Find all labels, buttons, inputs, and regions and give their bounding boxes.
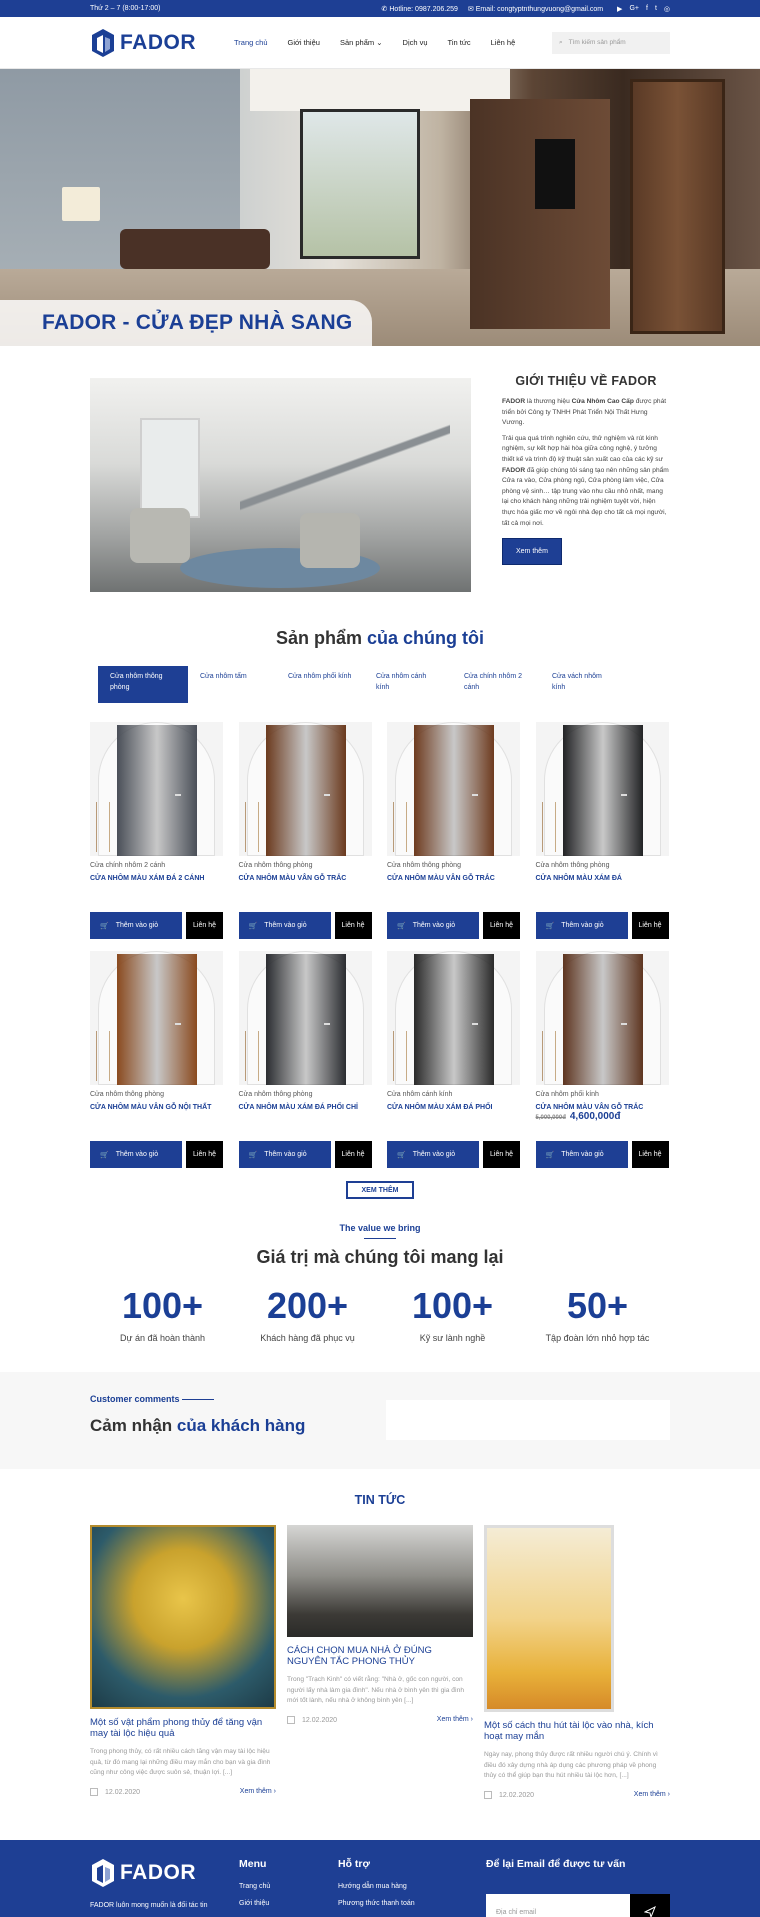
- calendar-icon: [287, 1716, 295, 1724]
- news-date: [484, 1791, 534, 1799]
- nav-products-label: Sản phẩm: [339, 38, 375, 47]
- hero-door: [630, 79, 725, 334]
- nav-contact[interactable]: Liên hệ: [490, 38, 516, 47]
- product-category[interactable]: Cửa nhôm thông phòng: [238, 1091, 313, 1098]
- stat-label: Dự án đã hoàn thành: [119, 1333, 206, 1343]
- stat-item: [380, 1286, 525, 1343]
- door-handle: [175, 1023, 181, 1025]
- product-image[interactable]: [536, 951, 669, 1085]
- top-bar: [0, 0, 760, 17]
- footer-logo[interactable]: [90, 1858, 196, 1888]
- news-read-more-label: Xem thêm: [239, 1788, 272, 1795]
- product-tabs: [98, 666, 628, 703]
- cart-icon: 🛒: [397, 1151, 406, 1159]
- cart-icon: 🛒: [248, 922, 258, 930]
- search-input[interactable]: [552, 32, 670, 54]
- product-door: [266, 725, 346, 856]
- intro-p2-b: đã giúp chúng tôi sáng tạo nên những sản phẩm Cửa ra vào, Cửa phòng ngủ, Cửa phòng làm việc, Cửa phòng vệ sinh… tập trung vào nhu cầu nhỏ nhất, mang lại cho khách hàng những trải nghiệm tuyệt vời, hiện thực hóa giấc mơ về ngôi nhà đẹp cho tất cả mọi người, tất cả mọi nơi.: [502, 466, 669, 527]
- products-more-button[interactable]: XEM THÊM: [346, 1181, 414, 1199]
- chevron-right-icon: ›: [470, 1716, 473, 1723]
- product-name[interactable]: CỬA NHÔM MÀU XÁM ĐÁ: [535, 875, 622, 882]
- footer-support-title: Hỗ trợ: [338, 1858, 370, 1870]
- comments-title: [90, 1416, 305, 1436]
- cart-icon: 🛒: [397, 922, 406, 930]
- news-image[interactable]: [484, 1525, 614, 1712]
- news-read-more-label: Xem thêm: [436, 1716, 469, 1723]
- intro-title: GIỚI THIỆU VỀ FADOR: [515, 374, 657, 388]
- product-name-block: [90, 1104, 223, 1134]
- tab-phoi-kinh[interactable]: Cửa nhôm phối kính: [288, 673, 352, 680]
- hero-caption: [0, 300, 372, 346]
- product-plant: [245, 1031, 259, 1081]
- product-door: [117, 954, 197, 1085]
- news-item-title[interactable]: CÁCH CHỌN MUA NHÀ Ở ĐÚNG NGUYÊN TẮC PHONG THỦY: [287, 1645, 432, 1667]
- door-handle: [324, 794, 330, 796]
- intro-text: [502, 374, 670, 565]
- mail-icon: ✉: [467, 5, 474, 13]
- product-category[interactable]: Cửa nhôm thông phòng: [90, 1091, 164, 1098]
- news-meta: [90, 1788, 276, 1796]
- intro-p1-b: được phát triển bởi Công ty TNHH Phát Triển Nội Thất Hưng Vương.: [502, 398, 667, 427]
- product-category[interactable]: Cửa nhôm thông phòng: [535, 862, 610, 869]
- product-door: [563, 725, 643, 856]
- intro-more-button[interactable]: Xem thêm: [502, 538, 562, 565]
- hero-lamp: [62, 187, 100, 221]
- news-meta: [287, 1716, 473, 1724]
- product-plant: [542, 802, 556, 852]
- stat-item: [235, 1286, 380, 1343]
- footer-newsletter-title: Để lại Email để được tư vấn: [486, 1858, 626, 1870]
- product-name-block: [239, 875, 372, 905]
- product-name[interactable]: CỬA NHÔM MÀU VÂN GỖ TRẮC: [238, 875, 347, 882]
- news-date: [90, 1788, 140, 1796]
- product-image[interactable]: [90, 722, 223, 856]
- product-name[interactable]: CỬA NHÔM MÀU XÁM ĐÁ PHỐI: [387, 1104, 493, 1111]
- add-to-cart-label: Thêm vào giỏ: [115, 1151, 159, 1158]
- chevron-right-icon: ›: [667, 1791, 670, 1798]
- product-image[interactable]: [387, 722, 520, 856]
- search-icon: ⌕: [559, 38, 563, 46]
- email-text: Email: congtyptnthungvuong@gmail.com: [475, 5, 604, 13]
- site-header: [0, 17, 760, 69]
- product-category[interactable]: Cửa chính nhôm 2 cánh: [90, 862, 166, 869]
- news-read-more-label: Xem thêm: [633, 1791, 666, 1798]
- news-read-more[interactable]: [240, 1788, 276, 1795]
- add-to-cart-button[interactable]: [90, 912, 182, 939]
- news-item-excerpt: Trong "Trạch Kinh" có viết rằng: "Nhà ở, gốc con người, con người lấy nhà làm gia đình". Nếu nhà ở bình yên thì gia đình mới tốt lành, nếu nhà ở không bình yên [...]: [287, 1676, 465, 1704]
- product-card[interactable]: [536, 722, 669, 951]
- news-image[interactable]: [287, 1525, 473, 1637]
- product-card[interactable]: [90, 951, 223, 1180]
- chevron-down-icon: ⌄: [376, 38, 383, 47]
- stat-number: 200+: [266, 1285, 349, 1326]
- add-to-cart-label: Thêm vào giỏ: [115, 922, 159, 929]
- news-item-title[interactable]: Một số cách thu hút tài lộc vào nhà, kích hoạt may mắn: [484, 1720, 654, 1742]
- nav-news[interactable]: Tin tức: [447, 38, 471, 47]
- contact-button[interactable]: Liên hệ: [632, 1141, 669, 1168]
- intro-paragraph: [502, 397, 670, 429]
- add-to-cart-label: Thêm vào giỏ: [561, 922, 604, 929]
- intro-armchair: [130, 508, 190, 563]
- footer-support: [338, 1858, 415, 1917]
- working-hours: Thứ 2 – 7 (8:00-17:00): [90, 5, 161, 12]
- intro-window: [140, 418, 200, 518]
- stat-label: Khách hàng đã phục vụ: [260, 1333, 355, 1343]
- product-price: [536, 1111, 669, 1122]
- youtube-icon[interactable]: ▶: [617, 5, 623, 13]
- contact-button[interactable]: Liên hệ: [186, 912, 223, 939]
- product-name[interactable]: CỬA NHÔM MÀU XÁM ĐÁ 2 CÁNH: [90, 875, 205, 882]
- email-placeholder: Địa chỉ email: [496, 1908, 537, 1916]
- news-date-text: 12.02.2020: [302, 1716, 338, 1724]
- search-placeholder: Tìm kiếm sản phẩm: [568, 39, 626, 46]
- google-plus-icon[interactable]: G+: [629, 5, 639, 12]
- tab-canh-kinh[interactable]: Cửa nhôm cánh kính: [376, 673, 427, 691]
- product-image[interactable]: [90, 951, 223, 1085]
- footer-description: FADOR luôn mong muốn là đối tác tin: [90, 1902, 208, 1909]
- logo[interactable]: [90, 28, 196, 58]
- product-plant: [245, 802, 259, 852]
- footer-logo-text: FADOR: [120, 1861, 196, 1884]
- facebook-icon[interactable]: f: [645, 5, 648, 12]
- product-door: [414, 725, 494, 856]
- product-plant: [393, 1031, 407, 1081]
- add-to-cart-label: Thêm vào giỏ: [412, 1151, 456, 1158]
- hero-window: [300, 109, 420, 259]
- news-date-text: 12.02.2020: [499, 1791, 535, 1799]
- door-handle: [175, 794, 181, 796]
- product-image[interactable]: [239, 951, 372, 1085]
- footer-menu-title: Menu: [239, 1858, 267, 1870]
- stat-label: Kỹ sư lành nghề: [419, 1333, 486, 1343]
- comments-section: [0, 1372, 760, 1469]
- products-title: [0, 628, 760, 649]
- product-category[interactable]: Cửa nhôm thông phòng: [238, 862, 313, 869]
- contact-button[interactable]: Liên hệ: [186, 1141, 223, 1168]
- stats-row: [90, 1286, 670, 1343]
- products-title-a: Sản phẩm: [275, 628, 368, 648]
- product-name-block: [387, 875, 520, 905]
- cart-icon: 🛒: [545, 1151, 555, 1159]
- footer-link-home[interactable]: Trang chủ: [239, 1883, 271, 1890]
- calendar-icon: [90, 1788, 98, 1796]
- product-plant: [542, 1031, 556, 1081]
- intro-image: [90, 378, 471, 592]
- product-plant: [393, 802, 407, 852]
- product-actions: [387, 1141, 520, 1168]
- product-actions: [536, 1141, 669, 1168]
- product-card[interactable]: [239, 951, 372, 1180]
- door-handle: [472, 794, 478, 796]
- product-name-block: [387, 1104, 520, 1134]
- values-title: Giá trị mà chúng tôi mang lại: [256, 1247, 504, 1267]
- stat-number: 100+: [121, 1285, 204, 1326]
- footer-link-payment[interactable]: Phương thức thanh toán: [338, 1900, 415, 1907]
- news-item-excerpt: Ngày nay, phong thủy được rất nhiều người chú ý. Chính vì điều đó xây dựng nhà áp dụng các phương pháp về phong thủy có thể giúp bạn thu hút nhiều tài lộc hơn, [...]: [484, 1751, 658, 1779]
- site-footer: [0, 1840, 760, 1917]
- add-to-cart-button[interactable]: [536, 1141, 628, 1168]
- brand-name: FADOR: [502, 398, 526, 405]
- product-actions: [239, 1141, 372, 1168]
- add-to-cart-button[interactable]: [387, 912, 479, 939]
- product-door: [266, 954, 346, 1085]
- tab-tam[interactable]: Cửa nhôm tấm: [200, 673, 247, 680]
- footer-menu: [239, 1858, 270, 1917]
- door-handle: [472, 1023, 478, 1025]
- product-name[interactable]: CỬA NHÔM MÀU VÂN GỖ NỘI THẤT: [90, 1104, 212, 1111]
- product-actions: [536, 912, 669, 939]
- footer-link-about[interactable]: Giới thiệu: [239, 1900, 270, 1907]
- news-item[interactable]: [90, 1525, 276, 1796]
- tab-vach-kinh[interactable]: Cửa vách nhôm kính: [552, 673, 602, 691]
- product-image[interactable]: [239, 722, 372, 856]
- hero-tv: [535, 139, 575, 209]
- product-actions: [387, 912, 520, 939]
- intro-p1-a: là thương hiệu: [525, 398, 572, 405]
- contact-button[interactable]: Liên hệ: [483, 1141, 520, 1168]
- news-read-more[interactable]: [437, 1716, 473, 1723]
- add-to-cart-button[interactable]: [239, 1141, 331, 1168]
- hotline-text: Hotline: 0987.206.259: [389, 5, 458, 13]
- product-actions: [90, 912, 223, 939]
- intro-armchair: [300, 513, 360, 568]
- footer-newsletter: [486, 1858, 625, 1883]
- footer-link-buying-guide[interactable]: Hướng dẫn mua hàng: [338, 1883, 407, 1890]
- product-image[interactable]: [536, 722, 669, 856]
- tab-thong-phong[interactable]: Cửa nhôm thông phòng: [98, 666, 188, 703]
- door-handle: [324, 1023, 330, 1025]
- news-image[interactable]: [90, 1525, 276, 1709]
- news-read-more[interactable]: [634, 1791, 670, 1798]
- product-card[interactable]: [239, 722, 372, 951]
- hero-caption-text: FADOR - CỬA ĐẸP NHÀ SANG: [42, 311, 353, 334]
- stat-number: 50+: [566, 1285, 629, 1326]
- testimonial-box: [386, 1400, 670, 1440]
- product-card[interactable]: [536, 951, 669, 1180]
- logo-text: FADOR: [120, 30, 196, 54]
- nav-services[interactable]: Dịch vụ: [402, 38, 428, 47]
- news-title: TIN TỨC: [354, 1493, 406, 1507]
- news-date-text: 12.02.2020: [105, 1788, 141, 1796]
- logo-mark-icon: [90, 28, 116, 58]
- intro-p2-strong: FADOR: [502, 466, 526, 474]
- product-name-block: [536, 1104, 669, 1134]
- cart-icon: 🛒: [100, 922, 109, 930]
- intro-p1-strong: Cửa Nhôm Cao Cấp: [571, 398, 634, 405]
- product-image[interactable]: [387, 951, 520, 1085]
- add-to-cart-label: Thêm vào giỏ: [264, 922, 307, 929]
- product-card[interactable]: [387, 722, 520, 951]
- nav-home[interactable]: Trang chủ: [234, 38, 268, 47]
- add-to-cart-button[interactable]: [90, 1141, 182, 1168]
- calendar-icon: [484, 1791, 492, 1799]
- product-old-price: 5,000,000đ: [535, 1115, 566, 1121]
- news-item-title[interactable]: Một số vật phẩm phong thủy để tăng vận may tài lộc hiệu quả: [90, 1717, 263, 1739]
- main-nav: [234, 38, 515, 47]
- hero-wood-panel: [470, 99, 610, 329]
- news-meta: [484, 1791, 670, 1799]
- hero-sofa: [120, 229, 270, 269]
- send-button[interactable]: [630, 1894, 670, 1917]
- add-to-cart-button[interactable]: [239, 912, 331, 939]
- add-to-cart-button[interactable]: [387, 1141, 479, 1168]
- contact-button[interactable]: Liên hệ: [632, 912, 669, 939]
- cart-icon: 🛒: [248, 1151, 258, 1159]
- add-to-cart-label: Thêm vào giỏ: [561, 1151, 604, 1158]
- nav-products[interactable]: [340, 38, 383, 47]
- news-item[interactable]: [287, 1525, 473, 1724]
- logo-mark-icon: [90, 1858, 116, 1888]
- products-title-b: của chúng tôi: [367, 628, 485, 648]
- news-date: [287, 1716, 337, 1724]
- product-name[interactable]: CỬA NHÔM MÀU VÂN GỖ TRẮC: [387, 875, 495, 882]
- product-name-block: [536, 875, 669, 905]
- product-actions: [90, 1141, 223, 1168]
- hotline[interactable]: [382, 5, 458, 13]
- product-door: [563, 954, 643, 1085]
- newsletter-email-input[interactable]: [486, 1894, 670, 1917]
- send-icon: [644, 1906, 656, 1917]
- news-item-excerpt: Trong phong thủy, có rất nhiều cách tăng vận may tài lộc hiệu quả, từ đó mang lại những điều may mắn cho bạn và gia đình cũng như công việc được suôn sẻ, thuận lợi. [...]: [90, 1748, 271, 1776]
- intro-paragraph: [502, 434, 670, 529]
- product-category[interactable]: Cửa nhôm phối kính: [535, 1091, 599, 1098]
- nav-about[interactable]: Giới thiệu: [287, 38, 320, 47]
- product-door: [414, 954, 494, 1085]
- stat-item: [90, 1286, 235, 1343]
- cart-icon: 🛒: [545, 922, 555, 930]
- product-name[interactable]: CỬA NHÔM MÀU VÂN GỖ TRẮC: [535, 1104, 644, 1111]
- comments-kicker-text: Customer comments: [90, 1394, 180, 1404]
- instagram-icon[interactable]: ◎: [663, 5, 670, 13]
- intro-p2-a: Trải qua quá trình nghiên cứu, thử nghiệm và rút kinh nghiệm, sự kết hợp hài hòa giữa công nghệ, ý tưởng thiết kế và trình độ kỹ thuật sản xuất cao của các kỹ sư: [502, 434, 663, 463]
- contact-button[interactable]: Liên hệ: [335, 912, 372, 939]
- product-door: [117, 725, 197, 856]
- hero-banner: [0, 69, 760, 346]
- stat-item: [525, 1286, 670, 1343]
- contact-button[interactable]: Liên hệ: [335, 1141, 372, 1168]
- product-card[interactable]: [90, 722, 223, 951]
- door-handle: [621, 794, 627, 796]
- add-to-cart-label: Thêm vào giỏ: [412, 922, 456, 929]
- comments-title-a: Cảm nhận: [90, 1416, 177, 1435]
- add-to-cart-label: Thêm vào giỏ: [264, 1151, 307, 1158]
- product-card[interactable]: [387, 951, 520, 1180]
- product-name-block: [239, 1104, 372, 1134]
- stat-number: 100+: [411, 1285, 494, 1326]
- product-actions: [239, 912, 372, 939]
- product-grid: [90, 722, 670, 1180]
- add-to-cart-button[interactable]: [536, 912, 628, 939]
- chevron-right-icon: ›: [273, 1788, 276, 1795]
- product-category[interactable]: Cửa nhôm cánh kính: [387, 1091, 453, 1098]
- comments-kicker: [90, 1394, 214, 1404]
- values-divider: [364, 1238, 396, 1239]
- comments-kicker-line: [182, 1399, 214, 1400]
- tab-2-canh[interactable]: Cửa chính nhôm 2 cánh: [464, 673, 522, 691]
- product-plant: [96, 802, 110, 852]
- phone-icon: ✆: [381, 5, 388, 13]
- top-email[interactable]: [468, 5, 603, 13]
- stat-label: Tập đoàn lớn nhỏ hợp tác: [545, 1333, 650, 1343]
- comments-title-b: của khách hàng: [176, 1416, 306, 1435]
- product-plant: [96, 1031, 110, 1081]
- twitter-icon[interactable]: t: [654, 5, 657, 12]
- door-handle: [621, 1023, 627, 1025]
- product-new-price: 4,600,000đ: [569, 1111, 621, 1122]
- product-category[interactable]: Cửa nhôm thông phòng: [387, 862, 461, 869]
- product-name-block: [90, 875, 223, 905]
- contact-button[interactable]: Liên hệ: [483, 912, 520, 939]
- values-kicker: The value we bring: [339, 1223, 421, 1233]
- cart-icon: 🛒: [100, 1151, 109, 1159]
- news-item[interactable]: [484, 1525, 670, 1799]
- product-name[interactable]: CỬA NHÔM MÀU XÁM ĐÁ PHỐI CHỈ: [238, 1104, 358, 1111]
